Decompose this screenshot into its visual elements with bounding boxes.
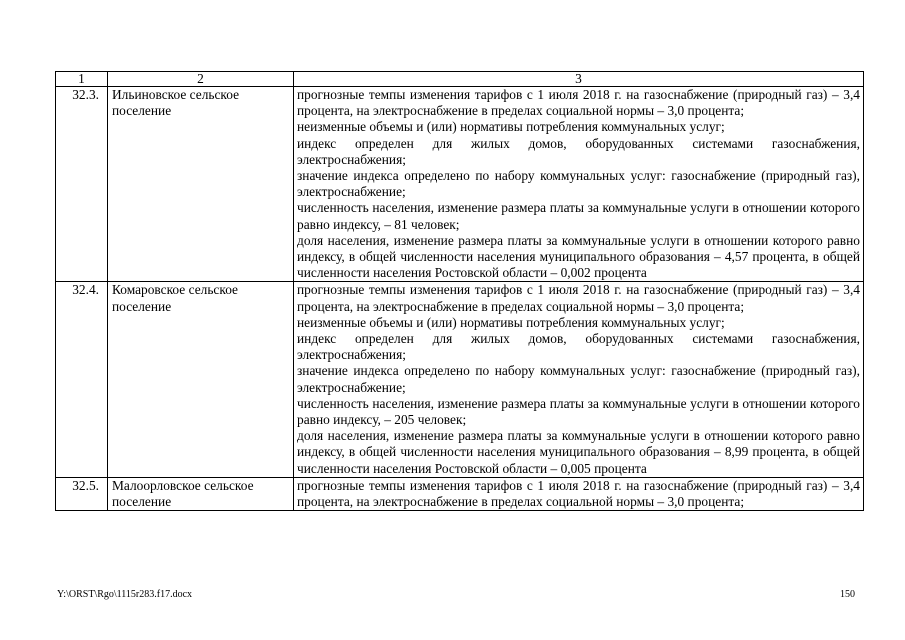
paragraph: значение индекса определено по набору коммунальных услуг: газоснабжение (природный газ), электроснабжение; (297, 168, 860, 200)
paragraph: индекс определен для жилых домов, оборудованных системами газоснабжения, электроснабжения; (297, 135, 860, 167)
table-row (56, 87, 864, 282)
paragraph: численность населения, изменение размера платы за коммунальные услуги в отношении которого равно индексу, – 81 человек; (297, 200, 860, 232)
row-description (294, 87, 864, 282)
footer-file-path: Y:\ORST\Rgo\1115r283.f17.docx (57, 589, 193, 600)
paragraph: прогнозные темпы изменения тарифов с 1 июля 2018 г. на газоснабжение (природный газ) – 3,4 процента, на электроснабжение в пределах социальной нормы – 3,0 процента; (297, 87, 860, 119)
row-number: 32.5. (56, 477, 108, 510)
row-description (294, 282, 864, 477)
settlement-name: Малоорловское сельское поселение (108, 477, 294, 510)
paragraph: неизменные объемы и (или) нормативы потребления коммунальных услуг; (297, 119, 725, 135)
row-description (294, 477, 864, 510)
paragraph: неизменные объемы и (или) нормативы потребления коммунальных услуг; (297, 314, 725, 330)
paragraph: индекс определен для жилых домов, оборудованных системами газоснабжения, электроснабжения; (297, 331, 860, 363)
paragraph: доля населения, изменение размера платы за коммунальные услуги в отношении которого равно индексу, в общей численности населения муниципального образования – 4,57 процента, в общей численности населения Ростовской области – 0,002 процента (297, 232, 860, 281)
row-number: 32.4. (56, 282, 108, 477)
table-row (56, 282, 864, 477)
row-number: 32.3. (56, 87, 108, 282)
header-col-1: 1 (56, 72, 108, 87)
paragraph: прогнозные темпы изменения тарифов с 1 июля 2018 г. на газоснабжение (природный газ) – 3,4 процента, на электроснабжение в пределах социальной нормы – 3,0 процента; (297, 477, 860, 510)
header-row (56, 72, 864, 87)
settlement-name: Комаровское сельское поселение (108, 282, 294, 477)
header-col-2: 2 (108, 72, 294, 87)
paragraph: значение индекса определено по набору коммунальных услуг: газоснабжение (природный газ), электроснабжение; (297, 363, 860, 395)
paragraph: прогнозные темпы изменения тарифов с 1 июля 2018 г. на газоснабжение (природный газ) – 3,4 процента, на электроснабжение в пределах социальной нормы – 3,0 процента; (297, 282, 860, 314)
paragraph: доля населения, изменение размера платы за коммунальные услуги в отношении которого равно индексу, в общей численности населения муниципального образования – 8,99 процента, в общей численности населения Ростовской области – 0,005 процента (297, 428, 860, 476)
footer-page-number: 150 (840, 589, 855, 600)
settlement-name: Ильиновское сельское поселение (108, 87, 294, 282)
paragraph: численность населения, изменение размера платы за коммунальные услуги в отношении которого равно индексу, – 205 человек; (297, 395, 860, 428)
table-row (56, 477, 864, 510)
tariff-index-table (55, 71, 864, 511)
header-col-3: 3 (294, 72, 864, 87)
